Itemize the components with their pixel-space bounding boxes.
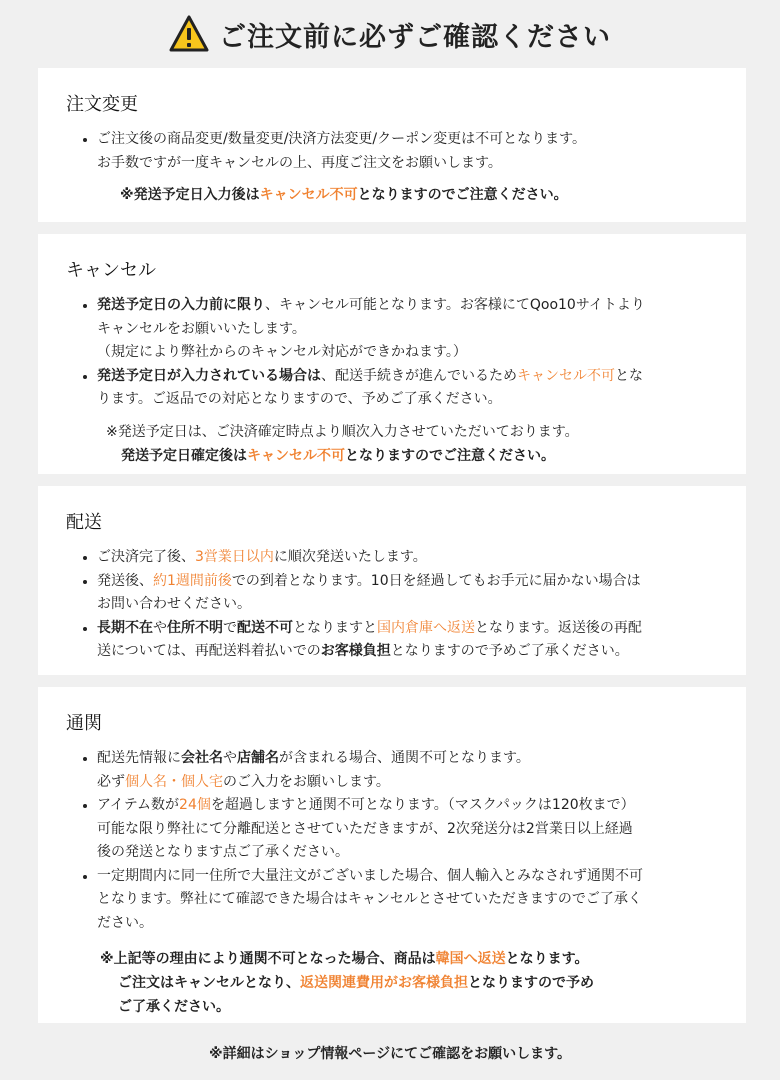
text: 発送予定日が入力されている場合は bbox=[97, 367, 321, 384]
highlight: 個人名・個人宅 bbox=[125, 773, 223, 790]
list-item bbox=[97, 546, 716, 570]
customs-note bbox=[66, 947, 716, 1019]
text: となりますので予めご了承ください。 bbox=[390, 643, 629, 659]
text: となりますのでご注意ください。 bbox=[345, 447, 555, 464]
order-change-heading: 注文変更 bbox=[66, 94, 138, 115]
shipping-heading: 配送 bbox=[66, 512, 102, 533]
highlight: 約1週間前後 bbox=[153, 572, 232, 589]
text: となります。返送後の再配 bbox=[475, 619, 642, 636]
text: での到着となります。10日を経過してもお手元に届かない場合は bbox=[231, 572, 641, 589]
order-change-note bbox=[66, 183, 716, 207]
text: 可能な限り弊社にて分離配送とさせていただきますが、2次発送分は2営業日以上経過 bbox=[97, 820, 633, 837]
text: キャンセルをお願いいたします。 bbox=[97, 320, 306, 337]
text: が含まれる場合、通関不可となります。 bbox=[279, 750, 530, 766]
shipping-section bbox=[38, 486, 746, 675]
order-change-section bbox=[38, 68, 746, 222]
text: ※発送予定日は、ご決済確定時点より順次入力させていただいております。 bbox=[106, 423, 579, 440]
customs-section bbox=[38, 687, 746, 1023]
cancel-note bbox=[66, 420, 716, 468]
list-item bbox=[97, 365, 716, 412]
text: 送については、再配送料着払いでの bbox=[97, 643, 321, 659]
text: ご了承ください。 bbox=[118, 999, 230, 1015]
text: （規定により弊社からのキャンセル対応ができかねます。） bbox=[97, 344, 467, 360]
list-item bbox=[97, 617, 716, 664]
text: 、配送手続きが進んでいるため bbox=[321, 367, 517, 384]
highlight: 国内倉庫へ返送 bbox=[377, 619, 475, 636]
text: 会社名 bbox=[181, 750, 223, 766]
footer-note: ※詳細はショップ情報ページにてご確認をお願いします。 bbox=[209, 1046, 571, 1062]
text: で bbox=[223, 619, 237, 636]
text: 、キャンセル可能となります。お客様にてQoo10サイトより bbox=[265, 297, 645, 313]
text: 発送後、 bbox=[97, 572, 153, 589]
text: ださい。 bbox=[97, 914, 153, 931]
text: や bbox=[153, 619, 167, 636]
highlight: 24個 bbox=[179, 797, 211, 813]
text: を超過しますと通関不可となります。（マスクパックは120枚まで） bbox=[210, 797, 635, 813]
text: お問い合わせください。 bbox=[97, 596, 251, 612]
text: 住所不明 bbox=[167, 619, 223, 636]
text: となります。弊社にて確認できた場合はキャンセルとさせていただきますのでご了承く bbox=[97, 891, 642, 907]
list-item bbox=[97, 294, 716, 365]
highlight: 返送関連費用がお客様負担 bbox=[300, 975, 468, 991]
text: ご決済完了後、 bbox=[97, 549, 195, 565]
highlight: キャンセル不可 bbox=[517, 367, 615, 384]
text: 一定期間内に同一住所で大量注文がございました場合、個人輸入とみなされず通関不可 bbox=[97, 867, 643, 884]
text: とな bbox=[615, 367, 643, 384]
highlight: キャンセル不可 bbox=[259, 187, 358, 203]
text: お客様負担 bbox=[320, 643, 391, 659]
text: となりますので予め bbox=[468, 975, 594, 991]
text: 必ず bbox=[97, 773, 125, 790]
page-title: ご注文前に必ずご確認ください bbox=[219, 21, 611, 53]
text: ります。ご返品での対応となりますので、予めご了承ください。 bbox=[97, 391, 502, 407]
text: となります。 bbox=[505, 951, 589, 967]
text: となりますと bbox=[293, 619, 377, 636]
text: アイテム数が bbox=[97, 797, 180, 813]
page-header bbox=[0, 0, 780, 68]
cancel-heading: キャンセル bbox=[66, 260, 156, 281]
text: 配送不可 bbox=[237, 619, 293, 636]
highlight: 韓国へ返送 bbox=[435, 951, 506, 967]
text: や bbox=[223, 750, 237, 766]
text: 店舗名 bbox=[237, 750, 279, 766]
text: ※上記等の理由により通関不可となった場合、商品は bbox=[100, 951, 436, 967]
text: お手数ですが一度キャンセルの上、再度ご注文をお願いします。 bbox=[97, 154, 502, 171]
list-item bbox=[97, 570, 716, 617]
warning-icon bbox=[169, 14, 209, 54]
text: 後の発送となります点ご了承ください。 bbox=[97, 844, 349, 860]
text: 発送予定日の入力前に限り bbox=[97, 297, 265, 313]
highlight: キャンセル不可 bbox=[247, 447, 345, 464]
text: 発送予定日確定後は bbox=[121, 447, 247, 464]
text: に順次発送いたします。 bbox=[273, 549, 427, 565]
customs-heading: 通関 bbox=[66, 713, 102, 734]
list-item bbox=[97, 794, 716, 865]
text: ご注文はキャンセルとなり、 bbox=[118, 975, 300, 991]
text: のご入力をお願いします。 bbox=[223, 773, 390, 790]
text: 配送先情報に bbox=[97, 750, 181, 766]
text: ※発送予定日入力後は bbox=[120, 187, 260, 203]
highlight: 3営業日以内 bbox=[195, 549, 274, 565]
cancel-section bbox=[38, 234, 746, 474]
list-item bbox=[97, 865, 716, 936]
list-item bbox=[97, 747, 716, 794]
text: ご注文後の商品変更/数量変更/決済方法変更/クーポン変更は不可となります。 bbox=[97, 131, 587, 147]
text: 長期不在 bbox=[97, 619, 153, 636]
list-item bbox=[97, 128, 716, 175]
text: となりますのでご注意ください。 bbox=[357, 187, 568, 203]
